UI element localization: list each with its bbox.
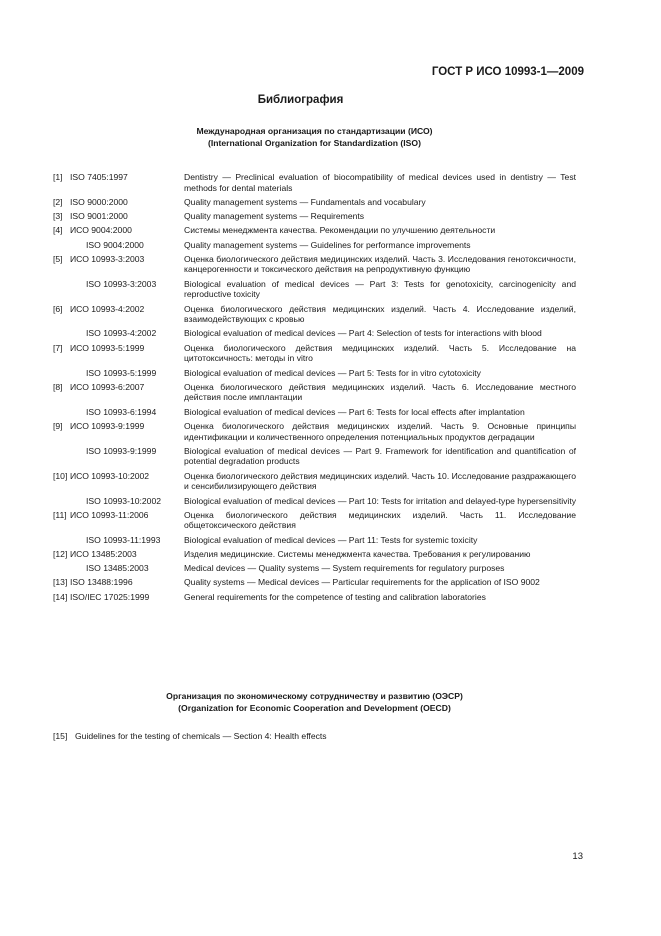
reference-item: [53, 240, 576, 251]
reference-number: [2]: [53, 196, 63, 207]
reference-number: [1]: [53, 172, 63, 182]
section-heading-en: (Organization for Economic Cooperation and Development (OECD): [178, 703, 451, 713]
reference-number: [5]: [53, 253, 63, 264]
reference-code: ИСО 10993-5:1999: [70, 342, 145, 353]
reference-item: [53, 592, 576, 603]
reference-item: [53, 172, 576, 193]
reference-description: Quality management systems — Guidelines for performance improvements: [184, 239, 471, 250]
reference-number: [15]: [53, 731, 68, 741]
reference-item: [53, 328, 576, 339]
reference-description: Quality systems — Medical devices — Particular requirements for the application of ISO 9002: [184, 577, 540, 588]
reference-description: Medical devices — Quality systems — System requirements for regulatory purposes: [184, 563, 505, 574]
reference-number: [53, 279, 70, 300]
reference-code: ISO 10993-6:1994: [86, 406, 157, 417]
reference-description: Оценка биологического действия медицинских изделий. Часть 4. Исследование изделий, взаимодействующих с кровью: [184, 303, 576, 325]
reference-item: [53, 731, 327, 741]
reference-item: [53, 211, 576, 222]
reference-code: ISO 9001:2000: [70, 211, 128, 222]
reference-code: ISO/IEC 17025:1999: [70, 591, 150, 602]
section-heading-ru: Организация по экономическому сотрудничеству и развитию (ОЭСР): [166, 691, 463, 701]
reference-item: [53, 225, 576, 236]
reference-code: ISO 10993-9:1999: [86, 445, 157, 456]
reference-description: Оценка биологического действия медицинских изделий. Часть 6. Исследование местного действия после имплантации: [184, 381, 576, 403]
reference-description: Оценка биологического действия медицинских изделий. Часть 9. Основные принципы идентификации и количественного определения потенциальных продуктов деградации: [184, 420, 576, 442]
reference-code: ISO 7405:1997: [70, 172, 128, 182]
reference-item: [53, 535, 576, 546]
reference-description: Biological evaluation of medical devices — Part 5: Tests for in vitro cytotoxicity: [184, 367, 481, 378]
reference-number: [53, 407, 70, 418]
reference-item: [53, 197, 576, 208]
reference-number: [8]: [53, 381, 63, 392]
reference-description: Biological evaluation of medical devices — Part 3: Tests for genotoxicity, carcinogenicity and reproductive toxicity: [184, 278, 576, 300]
reference-number: [11]: [53, 509, 67, 520]
reference-number: [7]: [53, 342, 63, 353]
reference-number: [10]: [53, 470, 68, 481]
reference-number: [3]: [53, 211, 63, 222]
reference-item: [53, 549, 576, 560]
reference-item: [53, 496, 576, 507]
reference-item: [53, 563, 576, 574]
reference-number: [53, 496, 70, 507]
reference-number: [6]: [53, 303, 63, 314]
reference-description: General requirements for the competence of testing and calibration laboratories: [184, 591, 486, 602]
reference-description: Оценка биологического действия медицинских изделий. Часть 3. Исследования генотоксичности, канцерогенности и токсического действия на репродуктивную функцию: [184, 253, 576, 275]
reference-item: [53, 304, 576, 325]
reference-number: [14]: [53, 591, 68, 602]
reference-item: [53, 510, 576, 531]
reference-description: Biological evaluation of medical devices — Part 10: Tests for irritation and delayed-type hypersensitivity: [184, 495, 577, 506]
reference-code: ИСО 10993-9:1999: [70, 420, 145, 431]
reference-item: [53, 471, 576, 492]
reference-item: [53, 279, 576, 300]
reference-code: ISO 10993-10:2002: [86, 495, 162, 506]
reference-code: ISO 10993-11:1993: [86, 534, 161, 545]
reference-item: [53, 368, 576, 379]
reference-code: ИСО 10993-4:2002: [70, 303, 145, 314]
reference-code: ISO 9000:2000: [70, 196, 128, 207]
reference-number: [9]: [53, 420, 63, 431]
reference-code: ISO 10993-5:1999: [86, 367, 157, 378]
reference-code: ISO 13485:2003: [86, 563, 149, 574]
section-heading-oecd: [0, 690, 645, 714]
reference-item: [53, 577, 576, 588]
reference-number: [4]: [53, 225, 63, 236]
reference-description: Оценка биологического действия медицинских изделий. Часть 11. Исследование общетоксического действия: [184, 509, 576, 531]
reference-code: ISO 10993-4:2002: [86, 328, 157, 339]
reference-list: [53, 172, 576, 606]
reference-description: Оценка биологического действия медицинских изделий. Часть 10. Исследование раздражающего и сенсибилизирующего действия: [184, 470, 576, 492]
reference-item: [53, 254, 576, 275]
reference-description: Изделия медицинские. Системы менеджмента качества. Требования к регулированию: [184, 548, 531, 559]
reference-item: [53, 421, 576, 442]
reference-item: [53, 343, 576, 364]
reference-code: ИСО 10993-3:2003: [70, 253, 145, 264]
reference-code: ИСО 10993-6:2007: [70, 381, 145, 392]
reference-description: Biological evaluation of medical devices — Part 6: Tests for local effects after implantation: [184, 406, 525, 417]
reference-number: [53, 535, 70, 546]
reference-number: [53, 368, 70, 379]
reference-code: ISO 13488:1996: [70, 577, 133, 588]
section-heading-en: (International Organization for Standardization (ISO): [208, 138, 421, 148]
reference-description: Guidelines for the testing of chemicals — Section 4: Health effects: [75, 731, 327, 741]
section-heading-iso: [0, 125, 645, 149]
reference-description: Biological evaluation of medical devices — Part 11: Tests for systemic toxicity: [184, 534, 478, 545]
reference-code: ИСО 10993-10:2002: [70, 470, 150, 481]
reference-code: ИСО 10993-11:2006: [70, 509, 149, 520]
reference-number: [13]: [53, 577, 68, 588]
page-title: Библиография: [257, 94, 344, 106]
reference-description: Quality management systems — Fundamentals and vocabulary: [184, 196, 426, 207]
reference-description: Оценка биологического действия медицинских изделий. Часть 5. Исследование на цитотоксичность: методы in vitro: [184, 342, 576, 364]
reference-number: [53, 240, 70, 251]
reference-description: Dentistry — Preclinical evaluation of biocompatibility of medical devices used in dentistry — Test methods for dental materials: [184, 172, 576, 193]
reference-number: [53, 446, 70, 467]
reference-item: [53, 382, 576, 403]
reference-number: [12]: [53, 548, 68, 559]
reference-description: Biological evaluation of medical devices — Part 4: Selection of tests for interactions with blood: [184, 328, 542, 339]
reference-description: Системы менеджмента качества. Рекомендации по улучшению деятельности: [184, 225, 496, 236]
page-number: 13: [572, 851, 583, 862]
document-id: ГОСТ Р ИСО 10993-1—2009: [431, 66, 584, 78]
reference-code: ИСО 13485:2003: [70, 548, 137, 559]
reference-number: [53, 328, 70, 339]
reference-item: [53, 407, 576, 418]
reference-code: ISO 10993-3:2003: [86, 278, 157, 289]
reference-description: Quality management systems — Requirements: [184, 211, 365, 222]
reference-code: ISO 9004:2000: [86, 239, 144, 250]
reference-item: [53, 446, 576, 467]
reference-number: [53, 563, 70, 574]
section-heading-ru: Международная организация по стандартизации (ИСО): [196, 126, 433, 136]
reference-code: ИСО 9004:2000: [70, 225, 132, 236]
reference-description: Biological evaluation of medical devices — Part 9. Framework for identification and quantification of potential degradation products: [184, 445, 576, 467]
